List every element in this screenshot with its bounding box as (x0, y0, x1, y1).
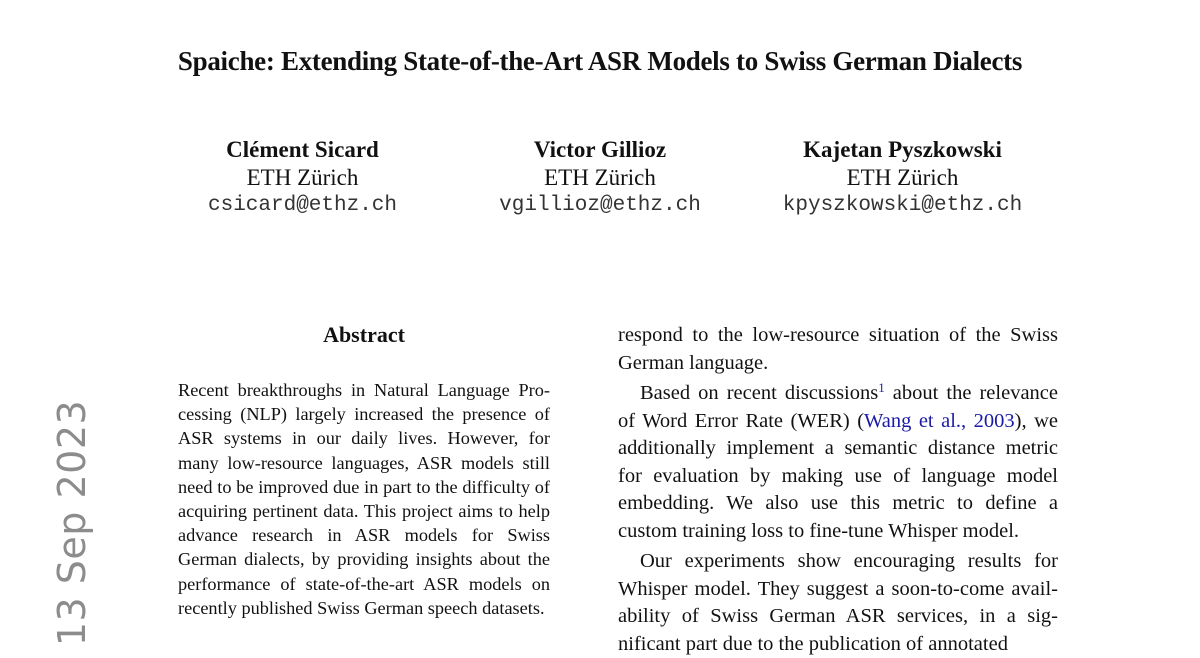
author-name: Clément Sicard (226, 137, 379, 162)
citation-link[interactable]: Wang et al., 2003 (864, 409, 1015, 432)
author-name: Kajetan Pyszkowski (803, 137, 1002, 162)
author-affiliation: ETH Zürich (544, 165, 656, 190)
author-block (170, 136, 435, 220)
author-name: Victor Gillioz (533, 137, 667, 162)
author-block (755, 136, 1050, 220)
paper-title: Spaiche: Extending State-of-the-Art ASR Models to Swiss German Dialects (177, 46, 1023, 76)
author-block (465, 136, 735, 220)
arxiv-side-date (50, 399, 94, 647)
side-date-text: 13 Sep 2023 (50, 399, 94, 647)
author-email: kpyszkowski@ethz.ch (782, 194, 1023, 217)
paragraph (618, 380, 1058, 545)
author-email: csicard@ethz.ch (207, 194, 398, 217)
right-column (618, 322, 1058, 658)
author-affiliation: ETH Zürich (246, 165, 359, 190)
abstract-body: Recent breakthroughs in Natural Language Processing (NLP) largely increased the presence of ASR systems in our daily lives. However, for many low-resource languages, ASR models still need to be improved due in part to the difficulty of acquiring pertinent data. This project aims to help advance research in ASR models for Swiss German dialects, by providing insights about the performance of state-of-the-art ASR models on recently published Swiss German speech datasets. (178, 380, 550, 618)
paragraph: respond to the low-resource situation of the Swiss German language. (618, 324, 1058, 374)
paragraph-text: about the relevance of Word Error Rate (WER) ( (618, 382, 1058, 432)
paragraph-text: ), we additionally implement a semantic distance metric for evaluation by making use of language model embedding. We also use this metric to define a custom training loss to fine-tune Whisper model. (618, 409, 1058, 542)
paragraph-text: Based on recent discussions (640, 382, 879, 404)
author-email: vgillioz@ethz.ch (499, 194, 701, 217)
paragraph: Our experiments show encouraging results for Whisper model. They suggest a soon-to-come availability of Swiss German ASR services, in a significant part due to the publication of annotated (618, 550, 1058, 655)
author-affiliation: ETH Zürich (846, 165, 959, 190)
footnote-marker[interactable]: 1 (878, 380, 885, 395)
abstract-heading: Abstract (323, 322, 405, 347)
